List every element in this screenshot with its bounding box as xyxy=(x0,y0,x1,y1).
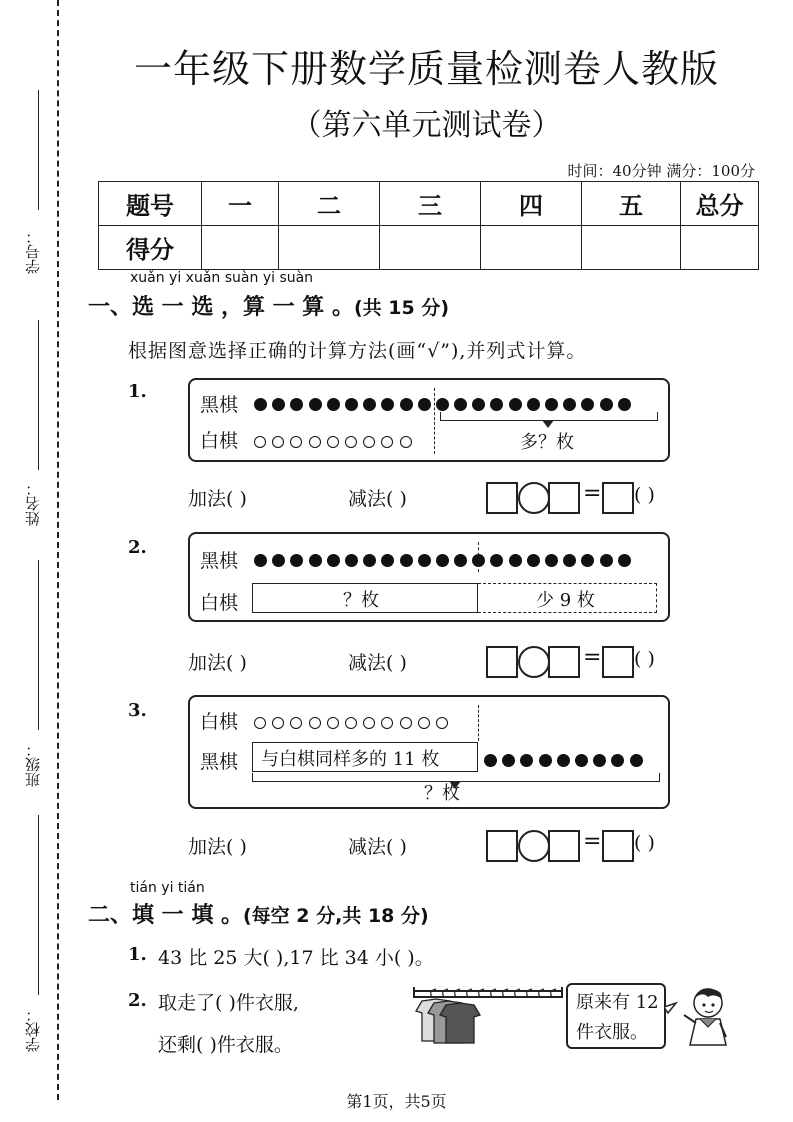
section2-pinyin: tián yi tián xyxy=(130,880,205,896)
white-piece xyxy=(290,717,302,729)
black-piece xyxy=(254,398,267,411)
black-piece xyxy=(381,398,394,411)
q2-add-option[interactable]: 加法( ) xyxy=(188,652,247,674)
black-piece xyxy=(563,554,576,567)
q3-black-pieces xyxy=(484,750,648,769)
black-piece xyxy=(454,398,467,411)
black-piece xyxy=(618,398,631,411)
question-number: 1. xyxy=(128,944,147,965)
q1-bracket-tip xyxy=(542,420,554,428)
q2-result-box[interactable] xyxy=(602,646,634,678)
black-piece xyxy=(418,554,431,567)
black-piece xyxy=(254,554,267,567)
q1-operand-box[interactable] xyxy=(548,482,580,514)
white-piece xyxy=(272,436,284,448)
black-piece xyxy=(472,398,485,411)
clothes-rack-illustration xyxy=(412,985,564,1047)
black-piece xyxy=(484,754,497,767)
question-number: 2. xyxy=(128,990,147,1011)
white-piece xyxy=(418,717,430,729)
black-piece xyxy=(490,554,503,567)
binding-dashed-line xyxy=(57,0,59,1100)
black-piece xyxy=(327,554,340,567)
white-piece xyxy=(345,717,357,729)
q1-unit-paren[interactable]: ( ) xyxy=(634,484,655,506)
q2-equals: = xyxy=(583,645,602,670)
class-line xyxy=(38,560,39,730)
school-line xyxy=(38,815,39,995)
school-label: 学校： xyxy=(24,1007,42,1053)
boy-illustration xyxy=(664,985,732,1053)
white-piece xyxy=(400,436,412,448)
black-piece xyxy=(502,754,515,767)
black-piece xyxy=(381,554,394,567)
black-piece xyxy=(327,398,340,411)
q3-unit-paren[interactable]: ( ) xyxy=(634,832,655,854)
score-table-score-row xyxy=(99,226,759,270)
black-piece xyxy=(363,554,376,567)
q1-diagram xyxy=(188,378,670,462)
q2-black-label: 黑棋 xyxy=(200,550,239,572)
q2-sub-option[interactable]: 减法( ) xyxy=(348,652,407,674)
q3-same-bar xyxy=(252,742,478,772)
q3-diagram xyxy=(188,695,670,809)
score-header-cell: 总分 xyxy=(681,182,759,226)
section2-heading-text: 二、填 一 填 。 xyxy=(88,903,243,928)
q1-sub-option[interactable]: 减法( ) xyxy=(348,488,407,510)
q1-result-box[interactable] xyxy=(602,482,634,514)
score-header-cell: 二 xyxy=(279,182,380,226)
white-piece xyxy=(363,717,375,729)
score-cell[interactable] xyxy=(582,226,681,270)
black-piece xyxy=(345,398,358,411)
white-piece xyxy=(400,717,412,729)
question-number: 3. xyxy=(128,700,147,721)
page-footer: 第1页，共5页 xyxy=(346,1092,447,1111)
score-header-cell: 三 xyxy=(380,182,481,226)
q1-black-label: 黑棋 xyxy=(200,394,239,416)
student-id-label: 学号： xyxy=(24,229,42,275)
black-piece xyxy=(611,754,624,767)
q2-black-pieces xyxy=(254,550,636,569)
q3-divider xyxy=(478,705,479,741)
page-subtitle: （第六单元测试卷） xyxy=(291,108,562,143)
black-piece xyxy=(545,398,558,411)
q1-operand-box[interactable] xyxy=(486,482,518,514)
black-piece xyxy=(436,398,449,411)
score-row-label: 得分 xyxy=(99,226,202,270)
class-label: 班级： xyxy=(24,742,42,788)
q1-black-pieces xyxy=(254,394,636,413)
white-piece xyxy=(290,436,302,448)
black-piece xyxy=(618,554,631,567)
black-piece xyxy=(600,554,613,567)
q3-result-box[interactable] xyxy=(602,830,634,862)
black-piece xyxy=(454,554,467,567)
q3-black-label: 黑棋 xyxy=(200,751,239,773)
q1-add-option[interactable]: 加法( ) xyxy=(188,488,247,510)
black-piece xyxy=(418,398,431,411)
black-piece xyxy=(600,398,613,411)
black-piece xyxy=(400,398,413,411)
s2-q1-text[interactable]: 43 比 25 大( ),17 比 34 小( )。 xyxy=(158,947,434,969)
q2-diagram xyxy=(188,532,670,622)
black-piece xyxy=(581,398,594,411)
q3-add-option[interactable]: 加法( ) xyxy=(188,836,247,858)
s2-q2-line2[interactable]: 还剩( )件衣服。 xyxy=(158,1034,293,1056)
score-header-cell: 题号 xyxy=(99,182,202,226)
score-table-header-row xyxy=(99,182,759,226)
white-piece xyxy=(327,436,339,448)
score-cell[interactable] xyxy=(481,226,582,270)
q3-bracket-text: ？枚 xyxy=(424,783,460,804)
score-cell[interactable] xyxy=(279,226,380,270)
white-piece xyxy=(345,436,357,448)
white-piece xyxy=(381,436,393,448)
black-piece xyxy=(309,554,322,567)
score-header-cell: 五 xyxy=(582,182,681,226)
name-line xyxy=(38,320,39,470)
white-piece xyxy=(363,436,375,448)
white-piece xyxy=(309,436,321,448)
score-cell[interactable] xyxy=(202,226,279,270)
black-piece xyxy=(527,554,540,567)
q3-operand-box[interactable] xyxy=(548,830,580,862)
q2-fewer-bar xyxy=(478,583,657,613)
speech-bubble xyxy=(566,983,666,1049)
black-piece xyxy=(272,554,285,567)
q3-white-pieces xyxy=(254,712,454,731)
section2-heading xyxy=(88,898,429,929)
q2-bar-left-text: ？枚 xyxy=(343,590,379,611)
black-piece xyxy=(520,754,533,767)
q1-divider xyxy=(434,388,435,454)
q1-white-label: 白棋 xyxy=(200,430,239,452)
name-label: 姓名： xyxy=(24,481,42,527)
q3-bar-text: 与白棋同样多的 11 枚 xyxy=(261,749,440,770)
black-piece xyxy=(557,754,570,767)
white-piece xyxy=(309,717,321,729)
page-title: 一年级下册数学质量检测卷人教版 xyxy=(133,47,719,91)
q2-bar-right-text: 少 9 枚 xyxy=(536,590,595,611)
q1-equals: = xyxy=(583,481,602,506)
black-piece xyxy=(309,398,322,411)
score-cell[interactable] xyxy=(380,226,481,270)
black-piece xyxy=(345,554,358,567)
exam-meta: 时间：40分钟 满分：100分 xyxy=(567,162,755,180)
black-piece xyxy=(436,554,449,567)
score-cell[interactable] xyxy=(681,226,759,270)
black-piece xyxy=(563,398,576,411)
section1-heading xyxy=(88,290,449,321)
q2-white-bar xyxy=(252,583,478,613)
white-piece xyxy=(254,436,266,448)
speech-line1: 原来有 12 xyxy=(576,992,659,1013)
section2-note: (每空 2 分,共 18 分) xyxy=(242,905,429,927)
q3-equals: = xyxy=(583,829,602,854)
black-piece xyxy=(290,398,303,411)
black-piece xyxy=(509,554,522,567)
white-piece xyxy=(436,717,448,729)
black-piece xyxy=(527,398,540,411)
q2-white-label: 白棋 xyxy=(200,592,239,614)
section1-note: (共 15 分) xyxy=(353,297,450,319)
q2-operand-box[interactable] xyxy=(486,646,518,678)
black-piece xyxy=(630,754,643,767)
white-piece xyxy=(272,717,284,729)
black-piece xyxy=(539,754,552,767)
score-table xyxy=(98,181,759,270)
black-piece xyxy=(545,554,558,567)
black-piece xyxy=(490,398,503,411)
section1-instruction: 根据图意选择正确的计算方法(画“√”),并列式计算。 xyxy=(128,340,587,362)
black-piece xyxy=(290,554,303,567)
question-number: 2. xyxy=(128,537,147,558)
black-piece xyxy=(575,754,588,767)
speech-line2: 件衣服。 xyxy=(576,1022,648,1043)
white-piece xyxy=(254,717,266,729)
q2-unit-paren[interactable]: ( ) xyxy=(634,648,655,670)
black-piece xyxy=(272,398,285,411)
white-piece xyxy=(327,717,339,729)
black-piece xyxy=(593,754,606,767)
black-piece xyxy=(581,554,594,567)
white-piece xyxy=(381,717,393,729)
q1-white-pieces xyxy=(254,431,418,450)
q2-divider xyxy=(478,542,479,572)
score-header-cell: 一 xyxy=(202,182,279,226)
section1-heading-text: 一、选 一 选 ，算 一 算 。 xyxy=(88,295,354,320)
q2-operand-box[interactable] xyxy=(548,646,580,678)
q1-operator-circle[interactable] xyxy=(518,482,550,514)
question-number: 1. xyxy=(128,381,147,402)
black-piece xyxy=(400,554,413,567)
score-header-cell: 四 xyxy=(481,182,582,226)
q3-white-label: 白棋 xyxy=(200,711,239,733)
q2-operator-circle[interactable] xyxy=(518,646,550,678)
section1-pinyin: xuǎn yi xuǎn suàn yi suàn xyxy=(130,270,314,286)
q3-operator-circle[interactable] xyxy=(518,830,550,862)
black-piece xyxy=(509,398,522,411)
q1-bracket-text: 多？枚 xyxy=(520,432,574,453)
q3-sub-option[interactable]: 减法( ) xyxy=(348,836,407,858)
q3-operand-box[interactable] xyxy=(486,830,518,862)
black-piece xyxy=(363,398,376,411)
s2-q2-line1[interactable]: 取走了( )件衣服, xyxy=(158,992,299,1014)
